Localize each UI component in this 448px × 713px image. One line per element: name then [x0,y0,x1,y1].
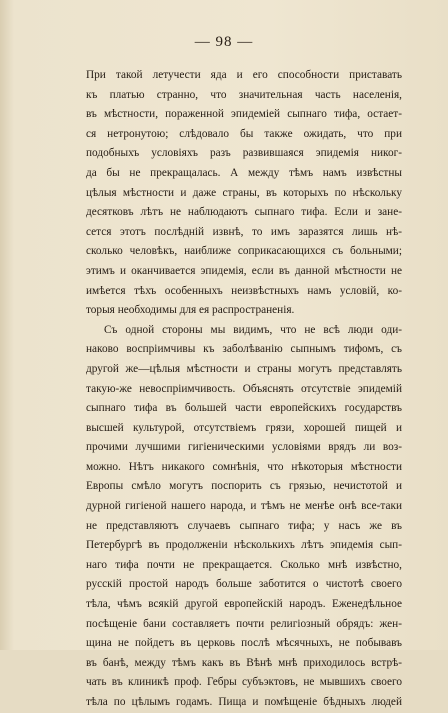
text-line: подобныхъ условіяхъ разъ развившаяся эпидемія никог- [86,147,402,160]
page-number: — 98 — [194,34,254,50]
text-line: къ платью странно, что значительная часть населенія, [86,88,402,101]
text-line: Петербургѣ въ продолженіи нѣсколькихъ лѣтъ эпидемія сып- [86,539,402,552]
text-line: цѣлыя мѣстности и даже страны, въ которыхъ по нѣскольку [86,186,402,199]
text-line: наково воспріимчивы къ заболѣванію сыпнымъ тифомъ, съ [86,343,402,356]
text-line: посѣщеніе бани составляетъ почти религіозный обрядъ: жен- [86,617,402,630]
text-line: десятковъ лѣтъ не наблюдаютъ сыпнаго тифа. Если и зане- [86,206,402,219]
text-line: въ банѣ, между тѣмъ какъ въ Вѣнѣ мнѣ приходилось встрѣ- [86,656,402,669]
text-line: можно. Нѣтъ никакого сомнѣнія, что нѣкоторыя мѣстности [86,460,402,473]
text-line: тѣла, чѣмъ всякій другой европейскій народъ. Еженедѣльное [86,598,402,611]
text-line: такую-же невоспріимчивость. Объяснять отсутствіе эпидемій [86,382,402,395]
text-line: высшей культурой, отсутствіемъ грязи, хорошей пищей и [86,421,402,434]
text-line: чать въ клиникѣ проф. Гебры субъэктовъ, не мывшихъ своего [86,676,402,689]
text-line: дурной гигіеной нашего народа, и тѣмъ не менѣе онѣ все-таки [86,500,402,513]
text-line: прочими лучшими гигіеническими условіями врядъ ли воз- [86,441,402,454]
text-line: русскій простой народъ больше заботится о чистотѣ своего [86,578,402,591]
text-line: въ мѣстности, пораженной эпидеміей сыпнаго тифа, остает- [86,108,402,121]
text-line: сыпнаго тифа въ большей части европейскихъ государствъ [86,402,402,415]
text-line: этимъ и оканчивается эпидемія, если въ данной мѣстности не [86,264,402,277]
body-text [86,66,402,713]
text-line: щина не пойдетъ въ церковь послѣ мѣсячныхъ, не побывавъ [86,637,402,650]
text-line: тѣла по цѣлымъ годамъ. Пища и помѣщеніе бѣдныхъ людей [86,696,402,708]
text-line: Европы смѣло могутъ поспорить съ грязью, нечистотой и [86,480,402,493]
text-line: не представляютъ случаевъ сыпнаго тифа; у насъ же въ [86,519,402,532]
text-line: сколько человѣкъ, наиближе соприкасающихся съ больными; [86,245,402,258]
text-line: торыя необходимы для ея распространенія. [86,304,295,317]
text-line: ся нетронутою; слѣдовало бы также ожидать, что при [86,127,402,140]
paragraph-start-line: Съ одной стороны мы видимъ, что не всѣ люди оди- [104,323,402,336]
text-line: наго тифа почти не прекращается. Сколько мнѣ извѣстно, [86,558,402,571]
text-line: да бы не прекращалась. А между тѣмъ намъ извѣстны [86,166,402,179]
text-line: имѣется тѣхъ особенныхъ неизвѣстныхъ намъ условій, ко- [86,284,402,297]
text-line: При такой летучести яда и его способности приставать [86,69,402,81]
text-line: сется этотъ послѣдній извнѣ, то имъ заразятся лишь нѣ- [86,225,402,238]
text-line: другой же—цѣлыя мѣстности и страны могутъ представлять [86,362,402,375]
